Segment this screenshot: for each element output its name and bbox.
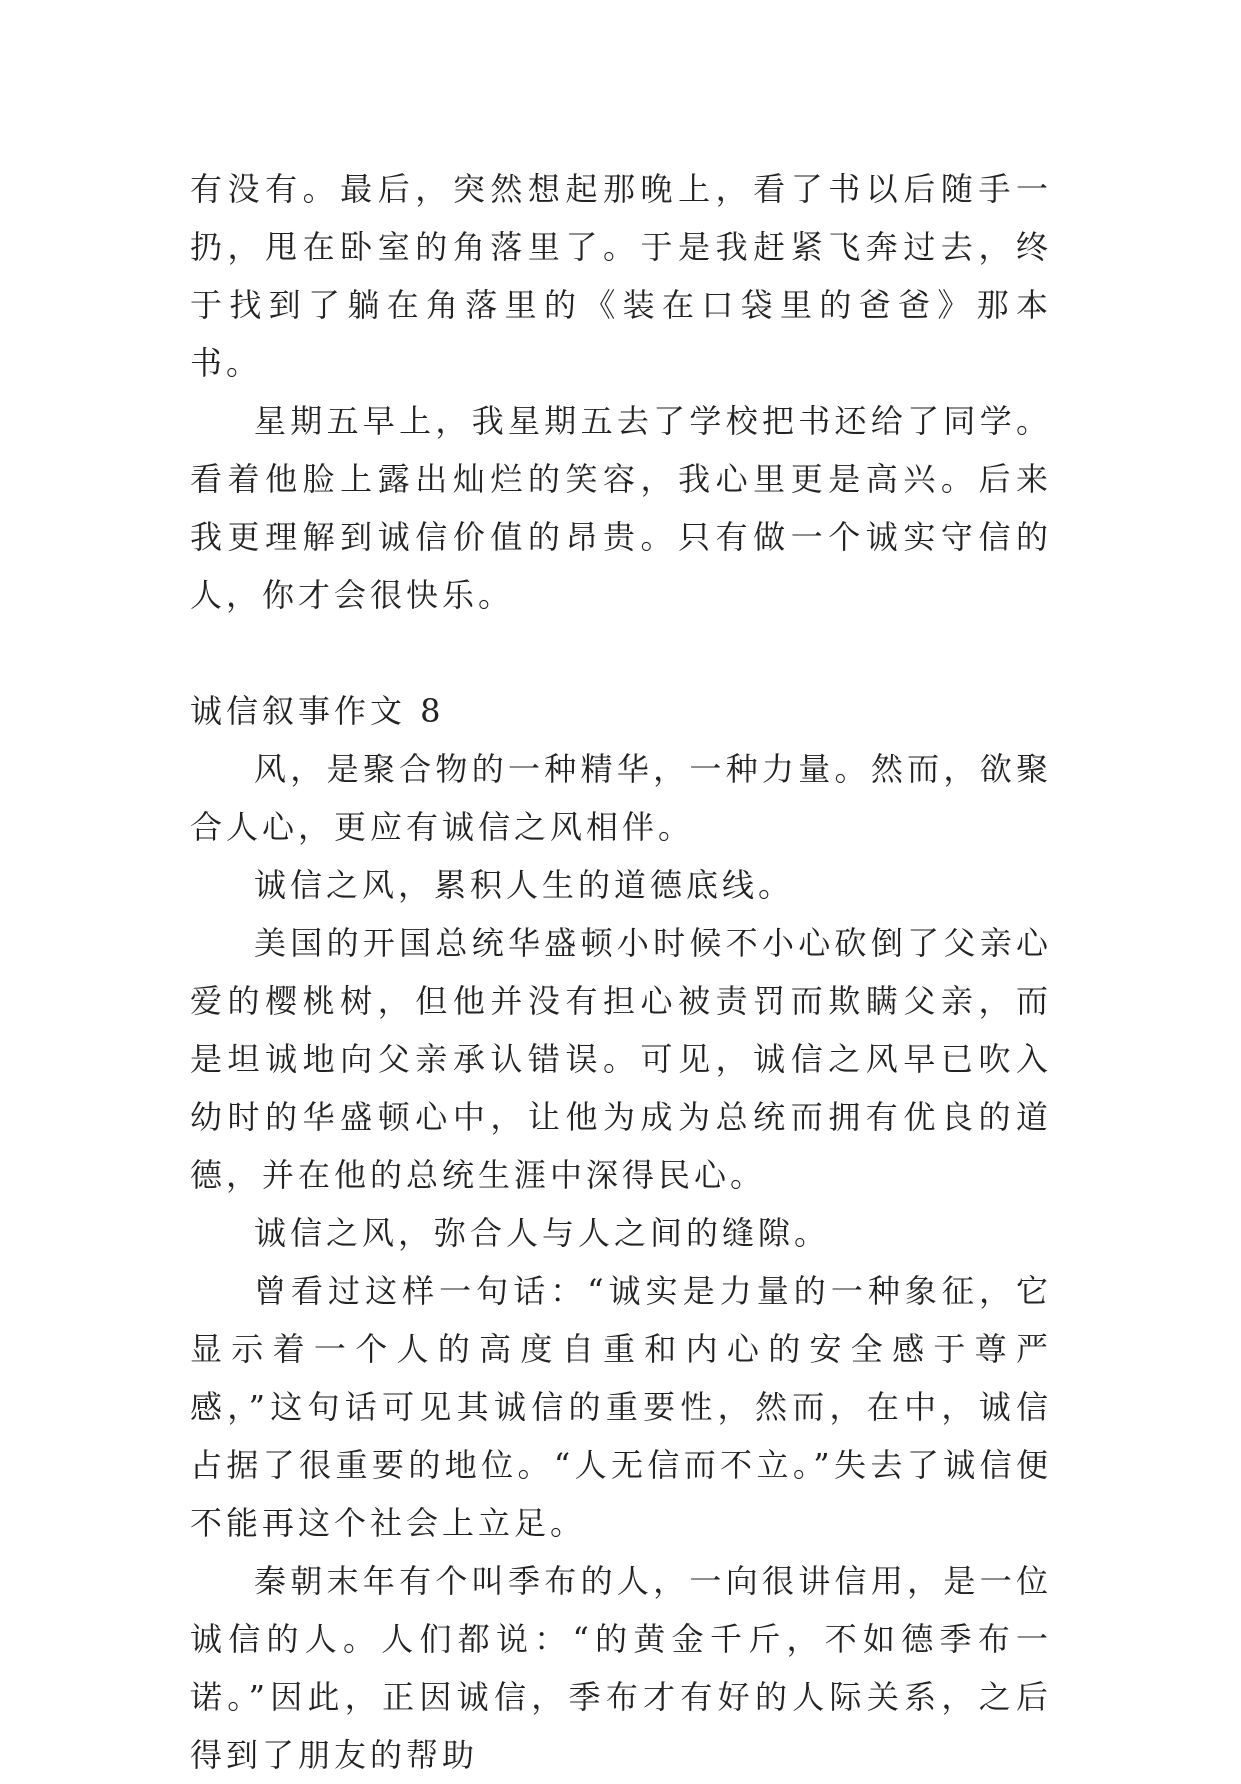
paragraph-wind-intro: 风，是聚合物的一种精华，一种力量。然而，欲聚合人心，更应有诚信之风相伴。 [190,750,1052,846]
section-heading: 诚信叙事作文 8 [190,692,445,730]
document-body [190,160,1052,1784]
paragraph-quote-honesty: 曾看过这样一句话：“诚实是力量的一种象征，它显示着一个人的高度自重和内心的安全感于尊严感，”这句话可见其诚信的重要性，然而，在中，诚信占据了很重要的地位。“人无信而不立。”失去了诚信便不能再这个社会上立足。 [190,1272,1052,1542]
paragraph-bridge-gaps: 诚信之风，弥合人与人之间的缝隙。 [254,1214,831,1252]
paragraph-washington-story: 美国的开国总统华盛顿小时候不小心砍倒了父亲心爱的樱桃树，但他并没有担心被责罚而欺瞒父亲，而是坦诚地向父亲承认错误。可见，诚信之风早已吹入幼时的华盛顿心中，让他为成为总统而拥有优良的道德，并在他的总统生涯中深得民心。 [190,924,1052,1194]
paragraph-return-book: 星期五早上，我星期五去了学校把书还给了同学。看着他脸上露出灿烂的笑容，我心里更是高兴。后来我更理解到诚信价值的昂贵。只有做一个诚实守信的人，你才会很快乐。 [190,402,1052,614]
paragraph-continuation: 有没有。最后，突然想起那晚上，看了书以后随手一扔，甩在卧室的角落里了。于是我赶紧飞奔过去，终于找到了躺在角落里的《装在口袋里的爸爸》那本书。 [190,170,1052,382]
paragraph-moral-bottom-line: 诚信之风，累积人生的道德底线。 [254,866,795,904]
paragraph-ji-bu-story: 秦朝末年有个叫季布的人，一向很讲信用，是一位诚信的人。人们都说：“的黄金千斤，不如德季布一诺。”因此，正因诚信，季布才有好的人际关系，之后得到了朋友的帮助 [190,1562,1052,1774]
